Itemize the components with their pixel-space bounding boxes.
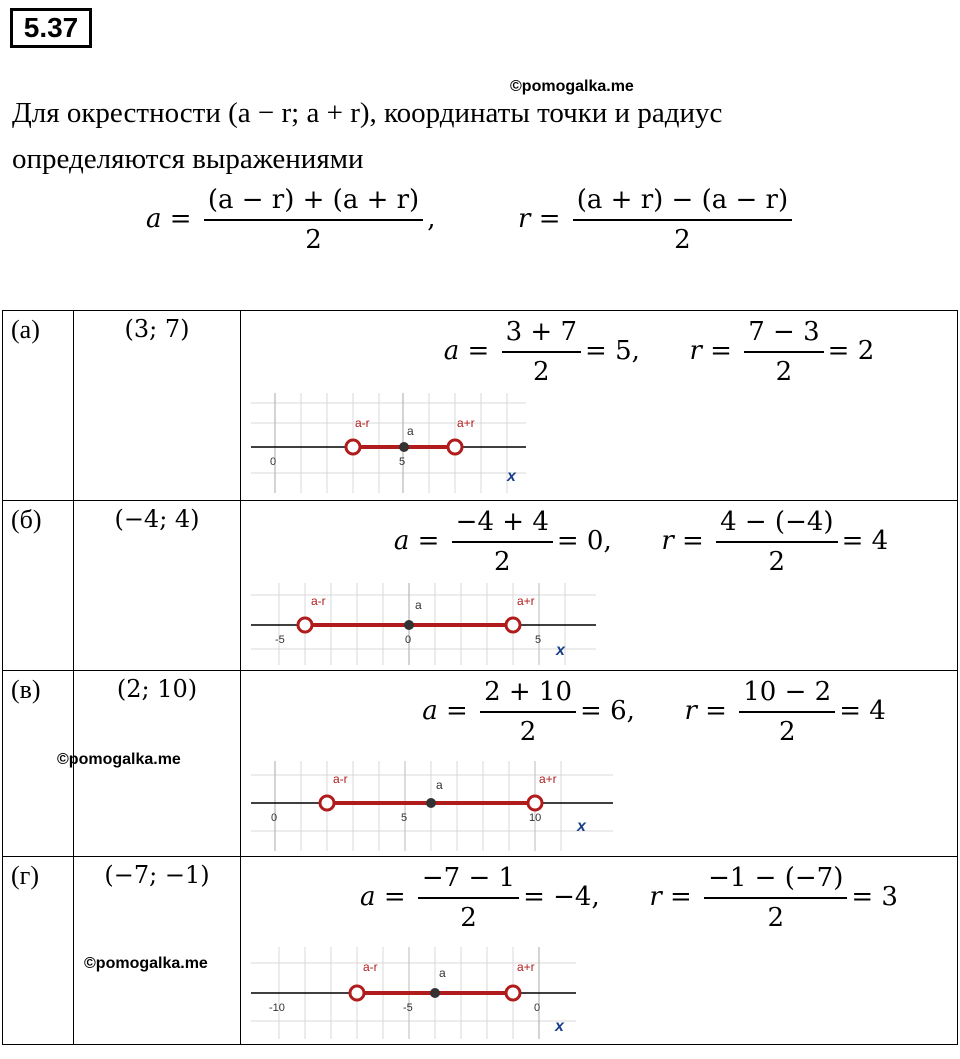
right-label: a+r <box>517 594 535 608</box>
right-endpoint <box>506 986 520 1000</box>
center-label: a <box>415 598 422 612</box>
axis-label: x <box>507 468 516 485</box>
tick-label: -10 <box>269 1002 285 1014</box>
center-label: a <box>436 778 443 792</box>
left-label: a-r <box>363 960 378 974</box>
watermark: ©pomogalka.me <box>57 751 181 768</box>
number-line-g <box>251 947 576 1039</box>
row-label: (б) <box>11 505 42 534</box>
formula-a: a = $\frac{(a - r) + (a + r)}{2}$ , <box>146 185 436 255</box>
left-label: a-r <box>355 416 370 430</box>
row-label: (г) <box>11 861 39 890</box>
calc: a = $\frac{-4 + 4}{2}$ = 0, r = $\frac{4 - (-4)}{2}$ = 4 <box>393 507 889 577</box>
right-label: a+r <box>539 772 557 786</box>
calc: a = $\frac{3 + 7}{2}$ = 5, r = $\frac{7 - 3}{2}$ = 2 <box>443 317 875 387</box>
tick-label: 0 <box>534 1002 541 1014</box>
watermark: ©pomogalka.me <box>84 955 208 972</box>
row-b <box>3 501 958 671</box>
interval: (3; 7) <box>124 315 190 343</box>
formula-r: r = $\frac{(a + r) - (a - r)}{2}$ <box>518 183 796 257</box>
tick-label: 0 <box>271 812 278 824</box>
axis-label: x <box>577 818 586 835</box>
axis-label: x <box>555 1018 564 1035</box>
center-point <box>426 798 436 808</box>
interval: (2; 10) <box>116 675 198 703</box>
left-endpoint <box>346 440 360 454</box>
tick-label: 5 <box>535 634 542 646</box>
center-label: a <box>407 424 414 438</box>
right-label: a+r <box>457 416 475 430</box>
row-label: (в) <box>11 675 41 704</box>
interval: (−7; −1) <box>104 861 210 889</box>
tick-label: 0 <box>405 634 412 646</box>
tick-label: 0 <box>270 456 277 468</box>
right-label: a+r <box>517 960 535 974</box>
tick-label: 10 <box>529 812 542 824</box>
center-point <box>430 988 440 998</box>
solution-table <box>2 310 958 1045</box>
row-label: (а) <box>11 315 40 344</box>
calc: a = $\frac{2 + 10}{2}$ = 6, r = $\frac{10 - 2}{2}$ = 4 <box>422 677 886 747</box>
center-label: a <box>439 966 446 980</box>
row-a <box>3 311 958 501</box>
number-line-a <box>251 393 526 495</box>
center-point <box>399 442 409 452</box>
watermark: ©pomogalka.me <box>510 78 634 95</box>
left-endpoint <box>298 618 312 632</box>
right-endpoint <box>448 440 462 454</box>
axis-label: x <box>556 642 565 659</box>
intro-line-1: Для окрестности (a − r; a + r), координаты точки и радиус <box>12 97 723 129</box>
row-v <box>3 671 958 857</box>
center-point <box>404 620 414 630</box>
number-line-v <box>251 761 613 851</box>
tick-label: -5 <box>403 1002 413 1014</box>
right-endpoint <box>506 618 520 632</box>
problem-number: 5.37 <box>10 8 92 48</box>
interval: (−4; 4) <box>114 505 200 533</box>
left-label: a-r <box>333 772 348 786</box>
left-label: a-r <box>311 594 326 608</box>
right-endpoint <box>528 796 542 810</box>
calc: a = $\frac{-7 - 1}{2}$ = −4, r = $\frac{-1 - (-7)}{2}$ = 3 <box>360 863 898 933</box>
tick-label: -5 <box>275 634 285 646</box>
left-endpoint <box>350 986 364 1000</box>
left-endpoint <box>320 796 334 810</box>
row-g <box>3 857 958 1045</box>
intro-line-2: определяются выражениями <box>12 143 364 175</box>
number-line-b <box>251 583 596 665</box>
tick-label: 5 <box>401 812 408 824</box>
tick-label: 5 <box>399 456 406 468</box>
